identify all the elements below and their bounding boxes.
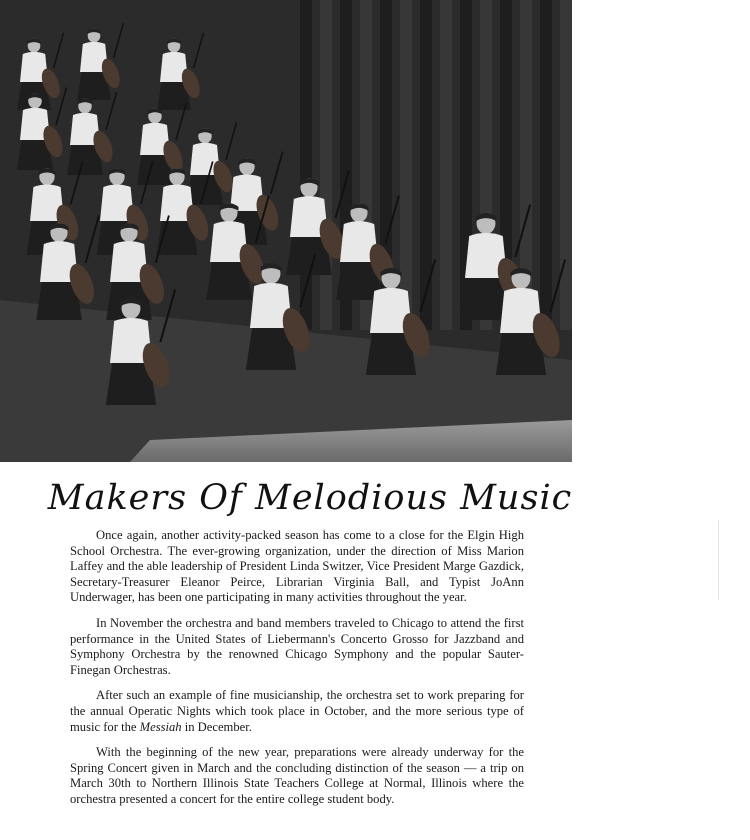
- curtain-fold: [400, 0, 412, 330]
- article-paragraph: Once again, another activity-packed season has come to a close for the Elgin High School Orchestra. The ever-growing organization, under the direction of Miss Marion Laffey and the able leadership of President Linda Switzer, Vice President Marge Gazdick, Secretary-Treasurer Eleanor Peirce, Librarian Virginia Ball, and Typist JoAnn Underwager, has been one participating in many activities throughout the year.: [70, 528, 524, 605]
- curtain-fold: [320, 0, 332, 330]
- page-title: Makers Of Melodious Music: [47, 478, 573, 518]
- article-text: in December.: [181, 719, 252, 734]
- article-paragraph: With the beginning of the new year, preparations were already underway for the Spring Concert given in March and the concluding distinction of the season — a trip on March 30th to Northern Illinois State Teachers College at Normal, Illinois where the orchestra presented a concert for the entire college student body.: [70, 745, 524, 806]
- article-paragraph: In November the orchestra and band members traveled to Chicago to attend the first performance in the United States of Liebermann's Concerto Grosso for Jazzband and Symphony Orchestra by the renowned Chicago Symphony and the popular Sauter-Finegan Orchestras.: [70, 615, 524, 677]
- curtain-fold: [440, 0, 452, 330]
- curtain-fold: [300, 0, 312, 330]
- article-paragraph: [70, 688, 524, 735]
- article-title-reference: Messiah: [139, 719, 182, 734]
- orchestra-photo-illustration: [0, 0, 572, 462]
- page-margin-mark: [718, 520, 719, 600]
- orchestra-photo: [0, 0, 572, 462]
- curtain-fold: [540, 0, 552, 330]
- article-text: After such an example of fine musicianship, the orchestra set to work preparing for the annual Operatic Nights which took place in October, and the more serious type of music for the: [70, 688, 524, 734]
- curtain-fold: [560, 0, 572, 330]
- article-body: [70, 528, 524, 818]
